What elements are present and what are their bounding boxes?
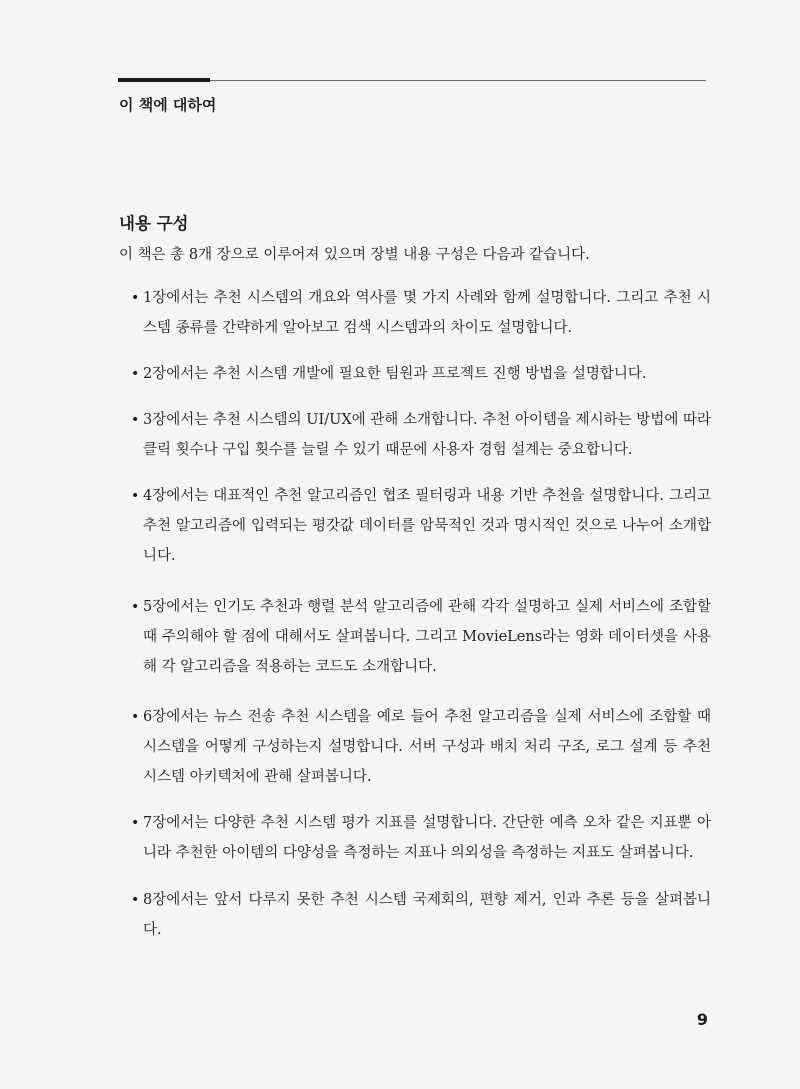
chapter-item-text: 8장에서는 앞서 다루지 못한 추천 시스템 국제회의, 편향 제거, 인과 추론 등을 살펴봅니다. (143, 892, 711, 938)
header-rule-accent (118, 78, 210, 82)
bullet-icon: • (131, 892, 140, 908)
chapter-item-5 (131, 592, 711, 682)
page-number: 9 (696, 1010, 708, 1029)
chapter-item-text: 3장에서는 추천 시스템의 UI/UX에 관해 소개합니다. 추천 아이템을 제시하는 방법에 따라 클릭 횟수나 구입 횟수를 늘릴 수 있기 때문에 사용자 경험 설계는 중요합니다. (143, 412, 711, 458)
chapter-item-text: 5장에서는 인기도 추천과 행렬 분석 알고리즘에 관해 각각 설명하고 실제 서비스에 조합할 때 주의해야 할 점에 대해서도 살펴봅니다. 그리고 MovieLens라는 영화 데이터셋을 사용해 각 알고리즘을 적용하는 코드도 소개합니다. (143, 599, 711, 675)
bullet-icon: • (131, 709, 140, 725)
bullet-icon: • (131, 366, 140, 382)
chapter-item-1 (131, 283, 711, 343)
bullet-icon: • (131, 412, 140, 428)
chapter-item-4 (131, 481, 711, 571)
chapter-item-2 (131, 359, 711, 389)
chapter-item-6 (131, 702, 711, 792)
chapter-item-text: 2장에서는 추천 시스템 개발에 필요한 팀원과 프로젝트 진행 방법을 설명합니다. (143, 366, 647, 382)
chapter-item-8 (131, 885, 711, 945)
bullet-icon: • (131, 488, 140, 504)
chapter-item-text: 7장에서는 다양한 추천 시스템 평가 지표를 설명합니다. 간단한 예측 오차 같은 지표뿐 아니라 추천한 아이템의 다양성을 측정하는 지표나 의외성을 측정하는 지표도 살펴봅니다. (143, 815, 711, 861)
chapter-item-7 (131, 808, 711, 868)
chapter-item-text: 6장에서는 뉴스 전송 추천 시스템을 예로 들어 추천 알고리즘을 실제 서비스에 조합할 때 시스템을 어떻게 구성하는지 설명합니다. 서버 구성과 배치 처리 구조, 로그 설계 등 추천 시스템 아키텍처에 관해 살펴봅니다. (143, 709, 711, 785)
intro-paragraph: 이 책은 총 8개 장으로 이루어져 있으며 장별 내용 구성은 다음과 같습니다. (119, 247, 590, 263)
chapter-item-text: 4장에서는 대표적인 추천 알고리즘인 협조 필터링과 내용 기반 추천을 설명합니다. 그리고 추천 알고리즘에 입력되는 평갓값 데이터를 암묵적인 것과 명시적인 것으로 나누어 소개합니다. (143, 488, 711, 564)
chapter-item-3 (131, 405, 711, 465)
chapter-item-text: 1장에서는 추천 시스템의 개요와 역사를 몇 가지 사례와 함께 설명합니다. 그리고 추천 시스템 종류를 간략하게 알아보고 검색 시스템과의 차이도 설명합니다. (143, 290, 711, 336)
running-head: 이 책에 대하여 (119, 96, 217, 114)
bullet-icon: • (131, 599, 140, 615)
bullet-icon: • (131, 815, 140, 831)
section-heading: 내용 구성 (119, 214, 189, 233)
bullet-icon: • (131, 290, 140, 306)
